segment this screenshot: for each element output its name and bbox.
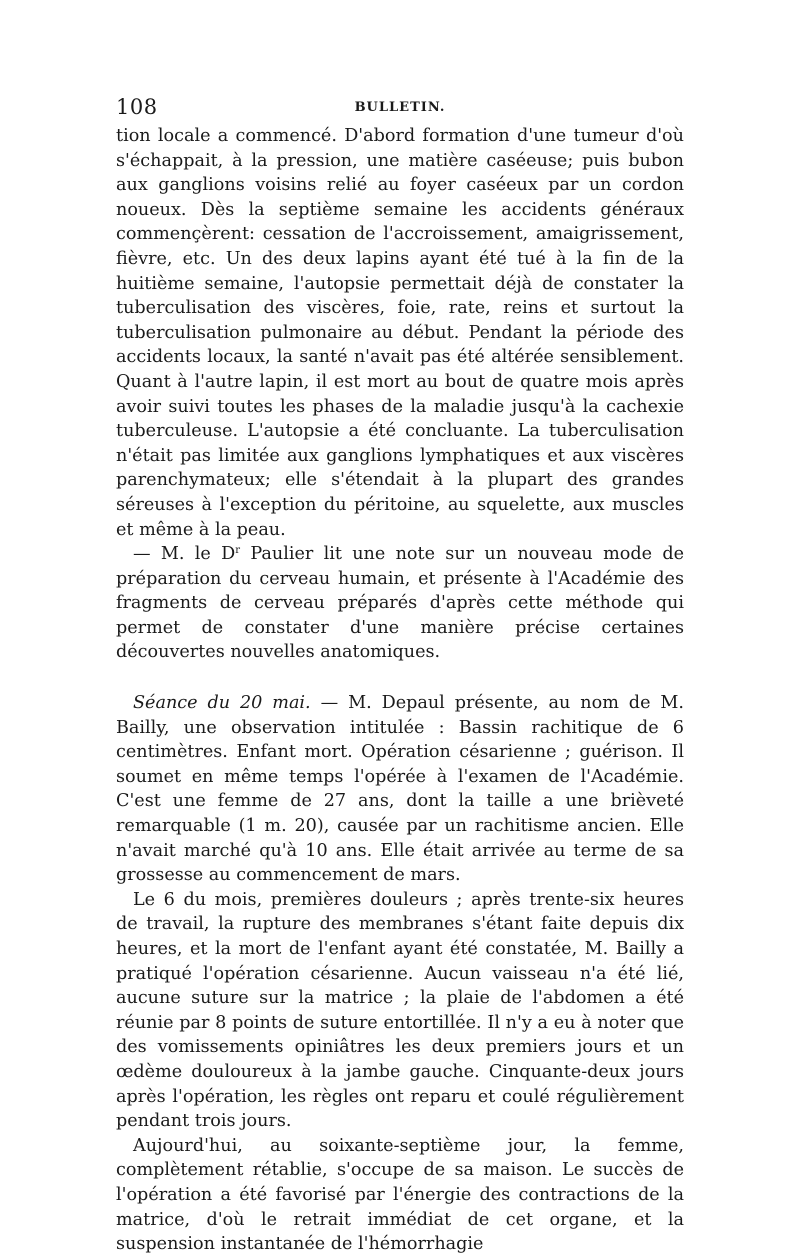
paulier-intro: — M. le D [133,544,236,565]
doctor-superscript: r [235,545,241,557]
running-head: BULLETIN. [354,100,446,115]
paragraph-seance-20-mai [116,691,684,888]
body-text [116,124,684,1257]
seance-date-heading: Séance du 20 mai. [133,693,311,714]
paragraph-operation-details: Le 6 du mois, premières douleurs ; après trente-six heures de travail, la rupture des membranes s'étant faite depuis dix heures, et la mort de l'enfant ayant été constatée, M. Bailly a pratiqué l'opération césarienne. Aucun vaisseau n'a été lié, aucune suture sur la matrice ; la plaie de l'abdomen a été réunie par 8 points de suture entortillée. Il n'y a eu à noter que des vomissements opiniâtres les deux premiers jours et un œdème douloureux à la jambe gauche. Cinquante-deux jours après l'opération, les règles ont reparu et coulé régulièrement pendant trois jours. [116,889,684,1132]
paragraph-recovery: Aujourd'hui, au soixante-septième jour, la femme, complètement rétablie, s'occupe de sa maison. Le succès de l'opération a été favorisé par l'énergie des contractions de la matrice, d'où le retrait immédiat de cet organe, et la suspension instantanée de l'hémorrhagie [116,1135,684,1255]
paragraph-tuberculosis-experiment: tion locale a commencé. D'abord formation d'une tumeur d'où s'échappait, à la pression, une matière caséeuse; puis bubon aux ganglions voisins relié au foyer caséeux par un cordon noueux. Dès la septième semaine les accidents généraux commençèrent: cessation de l'accroissement, amaigrissement, fièvre, etc. Un des deux lapins ayant été tué à la fin de la huitième semaine, l'autopsie permettait déjà de constater la tuberculisation des viscères, foie, rate, reins et surtout la tuberculisation pulmonaire au début. Pendant la période des accidents locaux, la santé n'avait pas été altérée sensiblement. Quant à l'autre lapin, il est mort au bout de quatre mois après avoir suivi toutes les phases de la maladie jusqu'à la cachexie tuberculeuse. L'autopsie a été concluante. La tuberculisation n'était pas limitée aux ganglions lymphatiques et aux viscères parenchymateux; elle s'étendait à la plupart des grandes séreuses à l'exception du péritoine, au squelette, aux muscles et même à la peau. [116,126,684,540]
page-number: 108 [116,95,158,119]
paulier-text: Paulier lit une note sur un nouveau mode de préparation du cerveau humain, et présente à l'Académie des fragments de cerveau préparés d'après cette méthode qui permet de constater d'une manière précise certaines découvertes nouvelles anatomiques. [116,544,684,663]
seance-text: — M. Depaul présente, au nom de M. Bailly, une observation intitulée : Bassin rachitique de 6 centimètres. Enfant mort. Opération césarienne ; guérison. Il soumet en même temps l'opérée à l'examen de l'Académie. C'est une femme de 27 ans, dont la taille a une brièveté remarquable (1 m. 20), causée par un rachitisme ancien. Elle n'avait marché qu'à 10 ans. Elle était arrivée au terme de sa grossesse au commencement de mars. [116,693,684,886]
paragraph-paulier-note [116,542,684,665]
section-gap [116,665,684,691]
page-header [116,95,684,125]
